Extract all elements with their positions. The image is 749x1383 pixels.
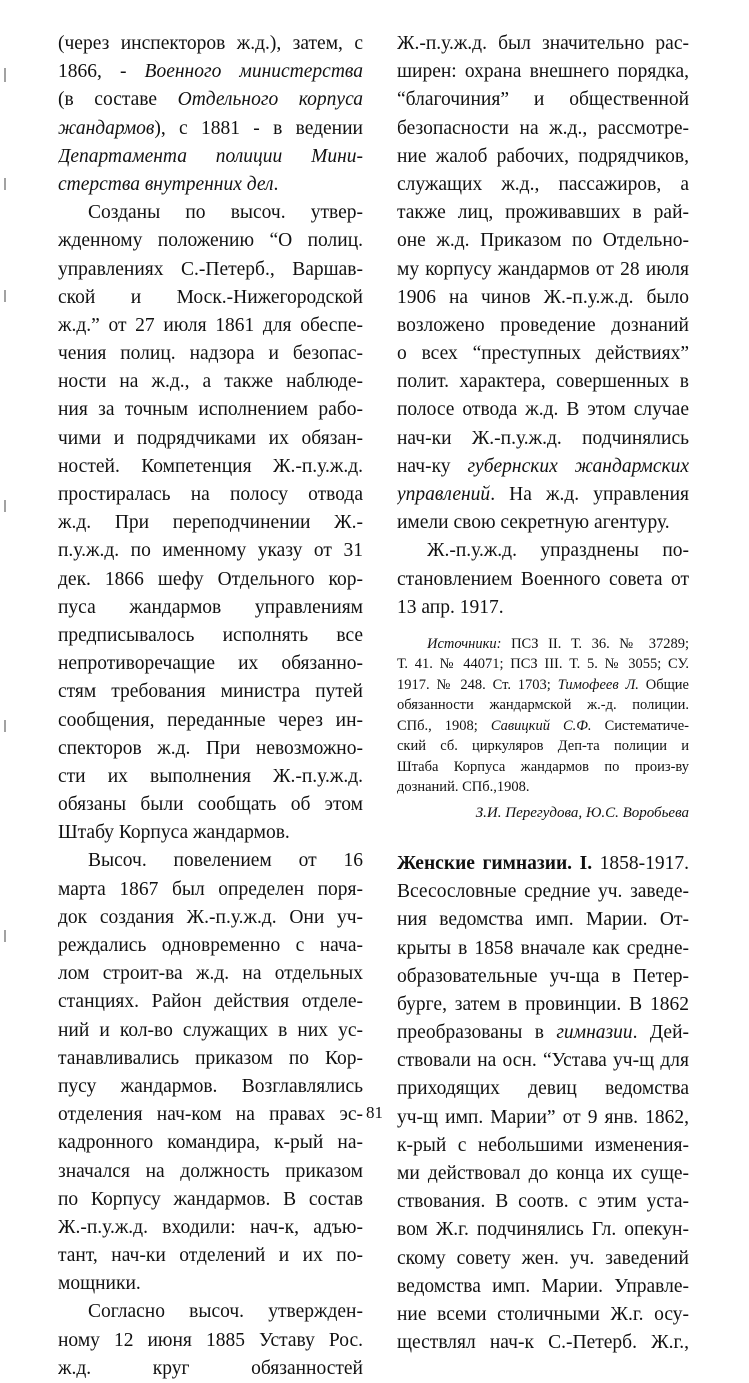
text-line: ние всеми столичными Ж.г. осу- bbox=[397, 1303, 689, 1325]
entry-title: Женские гимназии. bbox=[397, 852, 573, 874]
text-line: (через инспекторов ж.д.), затем, с bbox=[58, 33, 363, 54]
scan-edge-mark bbox=[4, 68, 6, 82]
text-line: к-рый с небольшими изменения- bbox=[397, 1134, 689, 1156]
text-line: (в составе Отдельного корпуса bbox=[58, 89, 363, 111]
text-line: лом строит-ва ж.д. на отдельных bbox=[58, 963, 363, 985]
entry-mark: Ӏ. bbox=[572, 852, 593, 874]
text-line: приходящих девиц ведомства bbox=[397, 1078, 689, 1100]
text-line: ствовали на осн. “Устава уч-щ для bbox=[397, 1050, 689, 1072]
scan-edge-mark bbox=[4, 500, 6, 512]
page-number: 81 bbox=[366, 1103, 383, 1122]
text-line: вом Ж.г. подчинялись Гл. опекун- bbox=[397, 1219, 689, 1241]
text-line: Созданы по высоч. утвер- bbox=[88, 202, 363, 224]
text-line: Всесословные средние уч. заведе- bbox=[397, 881, 689, 903]
text-line: Департамента полиции Мини- bbox=[58, 145, 363, 167]
text-line: управлениях С.-Петерб., Варшав- bbox=[58, 258, 363, 280]
text-line: чими и подрядчиками их обязан- bbox=[58, 427, 363, 449]
text-line: сти их выполнения Ж.-п.у.ж.д. bbox=[58, 765, 363, 787]
text-line: непротиворечащие их обязанно- bbox=[58, 653, 363, 675]
text-line: п.у.ж.д. по именному указу от 31 bbox=[58, 540, 363, 562]
text-line: жандармов), с 1881 - в ведении bbox=[58, 117, 363, 139]
text-line: 13 апр. 1917. bbox=[397, 596, 504, 618]
paragraph bbox=[397, 537, 689, 622]
paragraph bbox=[397, 30, 689, 537]
text-line: безопасности на ж.д., рассмотре- bbox=[397, 117, 689, 139]
text-line: ному 12 июня 1885 Уставу Рос. bbox=[58, 1329, 363, 1351]
scan-edge-mark bbox=[4, 178, 6, 190]
text-line: также лиц, проживавших в рай- bbox=[397, 202, 689, 224]
text-line: полосе отвода ж.д. В этом случае bbox=[397, 399, 689, 421]
text-line: пуса жандармов управлениям bbox=[58, 596, 363, 618]
text-line: 1906 на чинов Ж.-п.у.ж.д. было bbox=[397, 286, 689, 308]
text-line: ний и кол-во служащих в них ус- bbox=[58, 1019, 363, 1041]
text-line: чения полиц. надзора и безопас- bbox=[58, 343, 363, 365]
text-line: дек. 1866 шефу Отдельного кор- bbox=[58, 568, 363, 590]
scan-edge-mark bbox=[4, 720, 6, 732]
scan-edge-mark bbox=[4, 930, 6, 942]
sources-line: Т. 41. № 44071; ПСЗ III. Т. 5. № 3055; СУ. bbox=[397, 656, 689, 673]
text-line: стерства внутренних дел. bbox=[58, 173, 279, 195]
text-line: ж.д.” от 27 июля 1861 для обеспе- bbox=[58, 314, 363, 336]
entry-heading-line: Женские гимназии. Ӏ. 1858-1917. bbox=[397, 852, 689, 874]
text-line: ж.д. При переподчинении Ж.- bbox=[58, 512, 363, 534]
right-column bbox=[397, 30, 689, 1357]
scan-edge-mark bbox=[4, 290, 6, 302]
text-line: му корпусу жандармов от 28 июля bbox=[397, 258, 689, 280]
text-line: о всех “преступных действиях” bbox=[397, 343, 689, 365]
text-line: Ж.-п.у.ж.д. входили: нач-к, адъю- bbox=[58, 1216, 363, 1238]
text-line: ние жалоб рабочих, подрядчиков, bbox=[397, 145, 689, 167]
text-line: марта 1867 был определен поря- bbox=[58, 878, 363, 900]
text-line: служащих ж.д., пассажиров, а bbox=[397, 173, 689, 195]
text-line: уч-щ имп. Марии” от 9 янв. 1862, bbox=[397, 1106, 689, 1128]
sources-line: ский сб. циркуляров Деп-та полиции и bbox=[397, 738, 689, 755]
paragraph bbox=[58, 847, 363, 1298]
text-line: Ж.-п.у.ж.д. упразднены по- bbox=[427, 540, 689, 562]
text-line: сообщения, переданные через ин- bbox=[58, 709, 363, 731]
left-column bbox=[58, 30, 363, 1383]
text-line: реждались одновременно с нача- bbox=[58, 935, 363, 956]
text-line: простиралась на полосу отвода bbox=[58, 484, 363, 505]
text-line: ствования. В соотв. с этим уста- bbox=[397, 1191, 689, 1213]
sources-block bbox=[397, 634, 689, 798]
text-line: ской и Моск.-Нижегородской bbox=[58, 286, 363, 308]
text-line: кадронного командира, к-рый на- bbox=[58, 1132, 363, 1154]
sources-label: Источники: bbox=[427, 635, 502, 652]
text-line: Штабу Корпуса жандармов. bbox=[58, 822, 290, 844]
text-line: стям требования министра путей bbox=[58, 681, 363, 703]
text-line: по Корпусу жандармов. В состав bbox=[58, 1188, 363, 1210]
text-line: ности на ж.д., а также наблюде- bbox=[58, 371, 363, 393]
text-line: ностей. Компетенция Ж.-п.у.ж.д. bbox=[58, 455, 363, 477]
text-line: нач-ки Ж.-п.у.ж.д. подчинялись bbox=[397, 427, 689, 449]
text-line: пусу жандармов. Возглавлялись bbox=[58, 1075, 363, 1097]
text-line: преобразованы в гимназии. Дей- bbox=[397, 1022, 689, 1044]
text-line: жденному положению “О полиц. bbox=[58, 230, 363, 252]
text-line: скому совету жен. уч. заведений bbox=[397, 1247, 689, 1269]
text-line: ведомства имп. Марии. Управле- bbox=[397, 1275, 689, 1297]
text-line: отделения нач-ком на правах эс- bbox=[58, 1104, 363, 1126]
text-line: предписывалось исполнять все bbox=[58, 624, 363, 646]
article-authors: З.И. Перегудова, Ю.С. Воробьева bbox=[475, 804, 689, 821]
sources-line: Источники: ПСЗ II. Т. 36. № 37289; bbox=[427, 635, 689, 652]
text-line: Высоч. повелением от 16 bbox=[88, 850, 363, 872]
text-line: ния ведомства имп. Марии. От- bbox=[397, 909, 689, 931]
sources-line: 1917. № 248. Ст. 1703; Тимофеев Л. Общие bbox=[397, 676, 689, 693]
text-line: “благочиния” и общественной bbox=[397, 89, 689, 111]
text-line: нач-ку губернских жандармских bbox=[397, 455, 689, 477]
text-line: управлений. На ж.д. управления bbox=[397, 484, 689, 505]
sources-line: Штаба Корпуса жандармов по произ-ву bbox=[397, 758, 689, 775]
text-line: бурге, затем в провинции. В 1862 bbox=[397, 993, 689, 1015]
text-line: ния за точным исполнением рабо- bbox=[58, 399, 363, 421]
text-line: ширен: охрана внешнего порядка, bbox=[397, 61, 689, 83]
text-line: тант, нач-ки отделений и их по- bbox=[58, 1245, 363, 1267]
text-line: Согласно высоч. утвержден- bbox=[88, 1301, 363, 1323]
text-line: полит. характера, совершенных в bbox=[397, 371, 689, 393]
paragraph bbox=[58, 30, 363, 199]
paragraph bbox=[58, 1298, 363, 1383]
text-line: образовательные уч-ща в Петер- bbox=[397, 965, 689, 987]
text-line: значался на должность приказом bbox=[58, 1160, 363, 1182]
text-line: ж.д. круг обязанностей bbox=[58, 1357, 363, 1379]
text-line: обязаны были сообщать об этом bbox=[58, 794, 363, 816]
text-line: мощники. bbox=[58, 1273, 141, 1295]
text-line: Ж.-п.у.ж.д. был значительно рас- bbox=[397, 33, 689, 54]
text-line: оне ж.д. Приказом по Отдельно- bbox=[397, 230, 689, 252]
text-line: ми действовал до конца их суще- bbox=[397, 1163, 689, 1184]
text-line: имели свою секретную агентуру. bbox=[397, 512, 670, 534]
text-line: становлением Военного совета от bbox=[397, 568, 689, 590]
text-line: док создания Ж.-п.у.ж.д. Они уч- bbox=[58, 906, 363, 928]
text-line: спекторов ж.д. При невозможно- bbox=[58, 737, 363, 759]
text-line: крыты в 1858 вначале как средне- bbox=[397, 937, 689, 959]
paragraph bbox=[58, 199, 363, 847]
sources-line: дознаний. СПб.,1908. bbox=[397, 779, 530, 796]
text-line: ществлял нач-к С.-Петерб. Ж.г., bbox=[397, 1332, 689, 1354]
text-line: танавливались приказом по Кор- bbox=[58, 1047, 363, 1069]
text-line: станциях. Район действия отделе- bbox=[58, 991, 363, 1013]
text-line: возложено проведение дознаний bbox=[397, 314, 689, 336]
sources-line: обязанности жандармской ж.-д. полиции. bbox=[397, 697, 689, 714]
sources-line: СПб., 1908; Савицкий С.Ф. Систематиче- bbox=[397, 717, 689, 734]
text-line: 1866, - Военного министерства bbox=[58, 61, 363, 83]
